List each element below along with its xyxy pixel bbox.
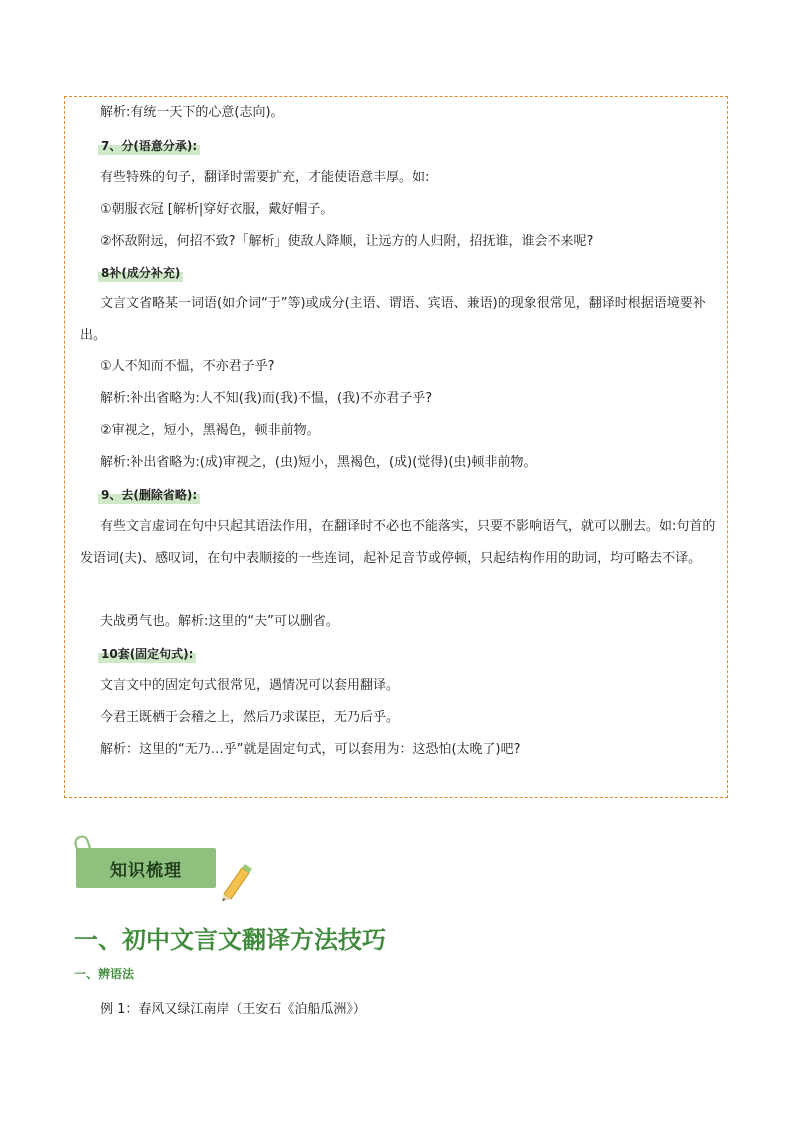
text-line: ①朝服衣冠 [解析|穿好衣服，戴好帽子。: [100, 202, 334, 217]
text-line: 有些特殊的句子，翻译时需要扩充，才能使语意丰厚。如:: [100, 170, 430, 185]
subsection-heading: 一、辨语法: [74, 967, 135, 981]
section-heading-7: 7、分(语意分承):: [98, 137, 200, 155]
paragraph: [80, 511, 720, 575]
section-heading-8: 8补(成分补充): [98, 264, 183, 282]
paragraph: [80, 288, 720, 352]
text-line: ①人不知而不愠，不亦君子乎?: [100, 359, 275, 374]
text-line: 夫战勇气也。解析:这里的“夫”可以删省。: [100, 614, 339, 629]
text-line: 今君王既栖于会稽之上，然后乃求谋臣，无乃后乎。: [100, 710, 400, 725]
paragraph-text: 有些文言虚词在句中只起其语法作用，在翻译时不必也不能落实，只要不影响语气，就可以删去。如:句首的发语词(夫)、感叹词，在句中表顺接的一些连词，起补足音节或停顿，只起结构作用的助词，均可略去不译。: [80, 519, 716, 566]
text-line: 解析:有统一天下的心意(志向)。: [100, 105, 284, 120]
text-line: ②怀敌附远，何招不致?「解析」使敌人降顺，让远方的人归附，招抚谁，谁会不来呢?: [100, 234, 594, 249]
paragraph-text: 文言文省略某一词语(如介词“于”等)或成分(主语、谓语、宾语、兼语)的现象很常见，翻译时根据语境要补出。: [80, 296, 706, 343]
section-banner: 知识梳理: [76, 848, 216, 888]
pencil-icon: [216, 862, 256, 902]
section-heading-9: 9、去(删除省略):: [98, 486, 200, 504]
text-line: 解析:补出省略为:人不知(我)而(我)不愠，(我)不亦君子乎?: [100, 391, 433, 406]
section-heading-10: 10套(固定句式):: [98, 645, 196, 663]
text-line: 文言文中的固定句式很常见，遇情况可以套用翻译。: [100, 678, 400, 693]
page-title: 一、初中文言文翻译方法技巧: [74, 925, 386, 954]
text-line: 解析：这里的“无乃…乎”就是固定句式，可以套用为：这恐怕(太晚了)吧?: [100, 742, 521, 757]
text-line: 解析:补出省略为:(成)审视之，(虫)短小，黑褐色，(成)(觉得)(虫)顿非前物。: [100, 455, 537, 470]
text-line: ②审视之，短小，黑褐色，顿非前物。: [100, 423, 320, 438]
example-line: 例 1：春风又绿江南岸（王安石《泊船瓜洲》）: [100, 1002, 366, 1017]
